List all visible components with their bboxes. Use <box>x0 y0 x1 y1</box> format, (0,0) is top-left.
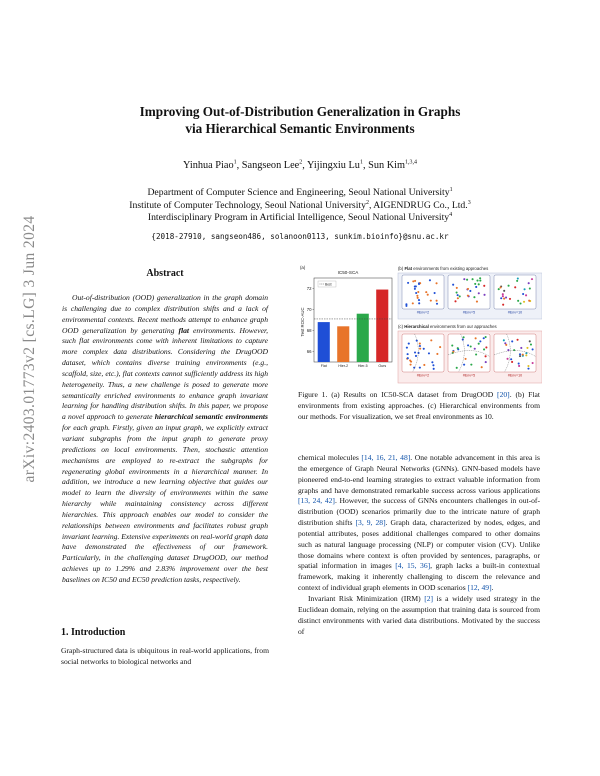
data-point <box>436 353 438 355</box>
y-tick-label: 68 <box>306 328 312 333</box>
data-point <box>506 358 508 360</box>
author-name: Sun Kim <box>368 160 406 171</box>
x-tick-label: Ours <box>378 364 387 368</box>
data-point <box>485 355 487 357</box>
chart-title: IC50-SCA <box>337 270 359 275</box>
citation-link[interactable]: [14, 16, 21, 48] <box>361 453 411 462</box>
data-point <box>409 359 411 361</box>
data-point <box>414 351 416 353</box>
data-point <box>509 298 511 300</box>
data-point <box>463 364 465 366</box>
data-point <box>525 354 527 356</box>
data-point <box>467 295 469 297</box>
data-point <box>414 288 416 290</box>
data-point <box>429 279 431 281</box>
panel-b-environments <box>402 275 536 315</box>
data-point <box>423 364 425 366</box>
affiliation-line: Department of Computer Science and Engineering, Seoul National University$^1$ <box>147 186 453 198</box>
data-point <box>417 297 419 299</box>
figure-1-caption: Figure 1. (a) Results on IC50-SCA dataset from DrugOOD [20]. (b) Flat environments from existing approaches. (c) Hierarchical environments from our methods. For visualization, we set #real environments as 10. <box>298 390 540 421</box>
data-point <box>457 294 459 296</box>
data-point <box>436 303 438 305</box>
data-point <box>472 278 474 280</box>
y-tick-label: 72 <box>306 286 312 291</box>
environment-count-label: #Env=5 <box>462 373 476 378</box>
data-point <box>476 280 478 282</box>
author-name: Sangseon Lee <box>241 160 300 171</box>
data-point <box>466 279 468 281</box>
x-tick-label: Hier-2 <box>338 364 349 368</box>
bar-flat <box>318 322 330 362</box>
data-point <box>483 294 485 296</box>
data-point <box>520 347 522 349</box>
citation-link[interactable]: [13, 24, 42] <box>298 496 335 506</box>
data-point <box>478 292 480 294</box>
data-point <box>481 366 483 368</box>
y-tick-label: 66 <box>306 349 312 354</box>
data-point <box>439 346 441 348</box>
data-point <box>436 300 438 302</box>
data-point <box>418 299 420 301</box>
bar-ours <box>376 290 388 362</box>
data-point <box>524 288 526 290</box>
data-point <box>408 343 410 345</box>
data-point <box>527 365 529 367</box>
bar-hier-2 <box>337 326 349 362</box>
author-list: Yinhua Piao$^1$, Sangseon Lee$^2$, Yijingxiu Lu$^1$, Sun Kim$^{1,3,4}$ <box>182 159 418 171</box>
data-point <box>456 367 458 369</box>
data-point <box>417 291 419 293</box>
data-point <box>427 294 429 296</box>
data-point <box>526 347 528 349</box>
section-heading-introduction: 1. Introduction <box>61 627 126 638</box>
data-point <box>499 286 501 288</box>
affiliation-line: Interdisciplinary Program in Artificial Intelligence, Seoul National University$^4$ <box>147 211 453 223</box>
data-point <box>529 288 531 290</box>
data-point <box>517 278 519 280</box>
data-point <box>432 364 434 366</box>
data-point <box>503 290 505 292</box>
data-point <box>469 290 471 292</box>
chart-bars <box>314 281 392 368</box>
affiliation-line: Institute of Computer Technology, Seoul National University$^2$, AIGENDRUG Co., Ltd.$^3$ <box>129 199 471 211</box>
data-point <box>475 286 477 288</box>
environment-box <box>448 275 490 309</box>
data-point <box>465 358 467 360</box>
citation-link[interactable]: [20] <box>497 390 510 399</box>
data-point <box>505 344 507 346</box>
data-point <box>532 362 534 364</box>
data-point <box>510 358 512 360</box>
data-point <box>412 302 414 304</box>
data-point <box>474 348 476 350</box>
data-point <box>478 343 480 345</box>
data-point <box>507 349 509 351</box>
data-point <box>479 277 481 279</box>
data-point <box>478 283 480 285</box>
data-point <box>407 282 409 284</box>
data-point <box>456 287 458 289</box>
affiliations <box>0 187 600 225</box>
data-point <box>483 348 485 350</box>
data-point <box>502 295 504 297</box>
data-point <box>511 340 513 342</box>
data-point <box>503 339 505 341</box>
data-point <box>418 302 420 304</box>
arxiv-identifier[interactable]: arXiv:2403.01773v2 [cs.LG] 3 Jun 2024 <box>21 215 38 483</box>
data-point <box>479 280 481 282</box>
data-point <box>463 278 465 280</box>
data-point <box>419 348 421 350</box>
title-line-1: Improving Out-of-Distribution Generalization in Graphs <box>139 104 461 119</box>
data-point <box>434 292 436 294</box>
data-point <box>435 282 437 284</box>
data-point <box>452 284 454 286</box>
data-point <box>502 304 504 306</box>
right-column-text <box>298 453 540 637</box>
data-point <box>457 297 459 299</box>
data-point <box>430 300 432 302</box>
data-point <box>485 361 487 363</box>
environment-count-label: #Env=2 <box>416 310 430 315</box>
data-point <box>423 348 425 350</box>
panel-c-environments <box>402 334 536 378</box>
data-point <box>451 344 453 346</box>
data-point <box>415 292 417 294</box>
data-point <box>414 286 416 288</box>
data-point <box>518 362 520 364</box>
data-point <box>522 293 524 295</box>
title-line-2: via Hierarchical Semantic Environments <box>185 121 415 136</box>
data-point <box>523 301 525 303</box>
author-name: Yijingxiu Lu <box>307 160 360 171</box>
data-point <box>530 343 532 345</box>
data-point <box>519 302 521 304</box>
data-point <box>452 351 454 353</box>
data-point <box>416 295 418 297</box>
citation-link[interactable]: [3, 9, 28] <box>355 518 386 528</box>
y-tick-label: 70 <box>306 307 312 312</box>
intro-paragraph: Graph-structured data is ubiquitous in real-world applications, from social networks to biological networks and <box>61 646 269 666</box>
data-point <box>413 367 415 369</box>
author-sup: 1 <box>233 159 237 166</box>
data-point <box>430 339 432 341</box>
data-point <box>419 345 421 347</box>
data-point <box>519 355 521 357</box>
data-point <box>485 336 487 338</box>
abstract-body: Out-of-distribution (OOD) generalization in the graph domain is challenging due to complex distribution shifts and a lack of environmental contexts. Recent methods attempt to enhance graph OOD generalization by generating flat environments. However, such flat environments come with inherent limitations to capture more complex data distributions. Considering the DrugOOD dataset, which contains diverse training environments (e.g., scaffold, size, etc.), flat contexts cannot sufficiently address its high heterogeneity. Thus, a new challenge is posed to generate more semantically enriched environments to enhance graph invariant learning for handling distribution shifts. In this paper, we propose a novel approach to generate hierarchical semantic environments for each graph. Firstly, given an input graph, we explicitly extract variant subgraphs from the input graph to generate proxy predictions on local environments. Then, stochastic attention mechanisms are employed to re-extract the subgraphs for regenerating global environments in a hierarchical manner. In addition, we introduce a new learning objective that guides our model to learn the diversity of environments within the same hierarchy while maintaining consistency across different hierarchies. This approach enables our model to consider the relationships between environments and facilitates robust graph invariant learning. Extensive experiments on real-world graph data have demonstrated the effectiveness of our framework. Particularly, in the challenging dataset DrugOOD, our method achieves up to 1.29% and 2.83% improvement over the best baselines on IC50 and EC50 prediction tasks, respectively. <box>62 293 268 584</box>
data-point <box>511 361 513 363</box>
data-point <box>431 361 433 363</box>
paper-title <box>0 103 600 137</box>
abstract-heading: Abstract <box>146 268 184 279</box>
figure-1 <box>298 262 542 384</box>
data-point <box>456 291 458 293</box>
data-point <box>519 353 521 355</box>
author-emails[interactable]: {2018-27910, sangseon486, solanoon0113, sunkim.bioinfo}@snu.ac.kr <box>151 232 449 241</box>
data-point <box>485 346 487 348</box>
data-point <box>531 278 533 280</box>
data-point <box>417 352 419 354</box>
data-point <box>406 347 408 349</box>
data-point <box>419 367 421 369</box>
figure-1-svg <box>298 262 542 384</box>
data-point <box>473 296 475 298</box>
data-point <box>407 357 409 359</box>
paragraph: chemical molecules [14, 16, 21, 48]. One notable advancement in this area is the emergence of Graph Neural Networks (GNNs). GNN-based models have pioneered end-to-end learning strategies to extract valuable information from graphs and have demonstrated remarkable success across various applications [13, 24, 42]. However, the success of GNNs encounters challenges in out-of-distribution (OOD) scenarios primarily due to the intricate nature of graph distribution shifts [3, 9, 28]. Graph data, characterized by nodes, edges, and potential attributes, poses additional challenges compared to other domains such as natural language processing (NLP) or computer vision (CV). Unlike those domains where context is often provided by sentences, paragraphs, or spatial information in images [4, 15, 36], graph lacks a built-in contextual framework, making it inherently challenging to discern the relevance and context of individual graph elements in OOD scenarios [12, 49]. <box>298 453 541 593</box>
x-tick-label: Flat <box>320 364 327 368</box>
data-point <box>407 353 409 355</box>
data-point <box>522 354 524 356</box>
environment-count-label: #Env=5 <box>462 310 476 315</box>
data-point <box>414 280 416 282</box>
data-point <box>428 352 430 354</box>
data-point <box>479 340 481 342</box>
data-point <box>483 337 485 339</box>
data-point <box>516 280 518 282</box>
data-point <box>518 365 520 367</box>
legend-label: Best <box>325 282 332 287</box>
data-point <box>474 283 476 285</box>
data-point <box>470 364 472 366</box>
author-sup: 1,3,4 <box>405 159 418 166</box>
author-name: Yinhua Piao <box>182 160 234 171</box>
data-point <box>425 291 427 293</box>
data-point <box>525 294 527 296</box>
author-sup: 1 <box>359 159 363 166</box>
data-point <box>467 288 469 290</box>
data-point <box>502 293 504 295</box>
data-point <box>517 300 519 302</box>
data-point <box>419 343 421 345</box>
bar-hier-5 <box>357 314 369 362</box>
citation-link[interactable]: [12, 49] <box>467 583 492 593</box>
data-point <box>528 282 530 284</box>
environment-count-label: #Env=10 <box>507 373 523 378</box>
data-point <box>475 337 477 339</box>
data-point <box>433 368 435 370</box>
panel-b-title: (b) Flat environments from existing approaches <box>398 266 489 271</box>
data-point <box>508 285 510 287</box>
panel-a-label: (a) <box>300 265 306 270</box>
data-point <box>528 300 530 302</box>
data-point <box>457 347 459 349</box>
y-axis-label: Test ROC-AUC <box>300 307 305 337</box>
data-point <box>503 298 505 300</box>
data-point <box>517 339 519 341</box>
citation-link[interactable]: [2] <box>424 593 434 603</box>
data-point <box>454 300 456 302</box>
environment-count-label: #Env=2 <box>416 373 430 378</box>
data-point <box>525 352 527 354</box>
data-point <box>475 353 477 355</box>
data-point <box>405 303 407 305</box>
paragraph: Invariant Risk Minimization (IRM) [2] is a widely used strategy in the Euclidean domain, relying on the assumption that training data is sourced from distinct environments with varied data distributions. Motivated by the success of <box>298 593 541 636</box>
data-point <box>463 336 465 338</box>
data-point <box>514 286 516 288</box>
data-point <box>527 368 529 370</box>
data-point <box>418 283 420 285</box>
data-point <box>505 297 507 299</box>
citation-link[interactable]: [4, 15, 36] <box>395 561 431 571</box>
data-point <box>483 285 485 287</box>
x-tick-label: Hier-5 <box>357 364 368 368</box>
panel-c-title: (c) Hierarchical environments from our approaches <box>398 324 497 329</box>
data-point <box>498 288 500 290</box>
data-point <box>529 340 531 342</box>
environment-box <box>494 275 536 309</box>
data-point <box>513 349 515 351</box>
data-point <box>500 297 502 299</box>
data-point <box>412 280 414 282</box>
data-point <box>459 295 461 297</box>
data-point <box>476 301 478 303</box>
author-sup: 2 <box>299 159 303 166</box>
data-point <box>532 348 534 350</box>
data-point <box>410 364 412 366</box>
data-point <box>470 345 472 347</box>
data-point <box>415 355 417 357</box>
environment-count-label: #Env=10 <box>507 310 523 315</box>
data-point <box>467 344 469 346</box>
